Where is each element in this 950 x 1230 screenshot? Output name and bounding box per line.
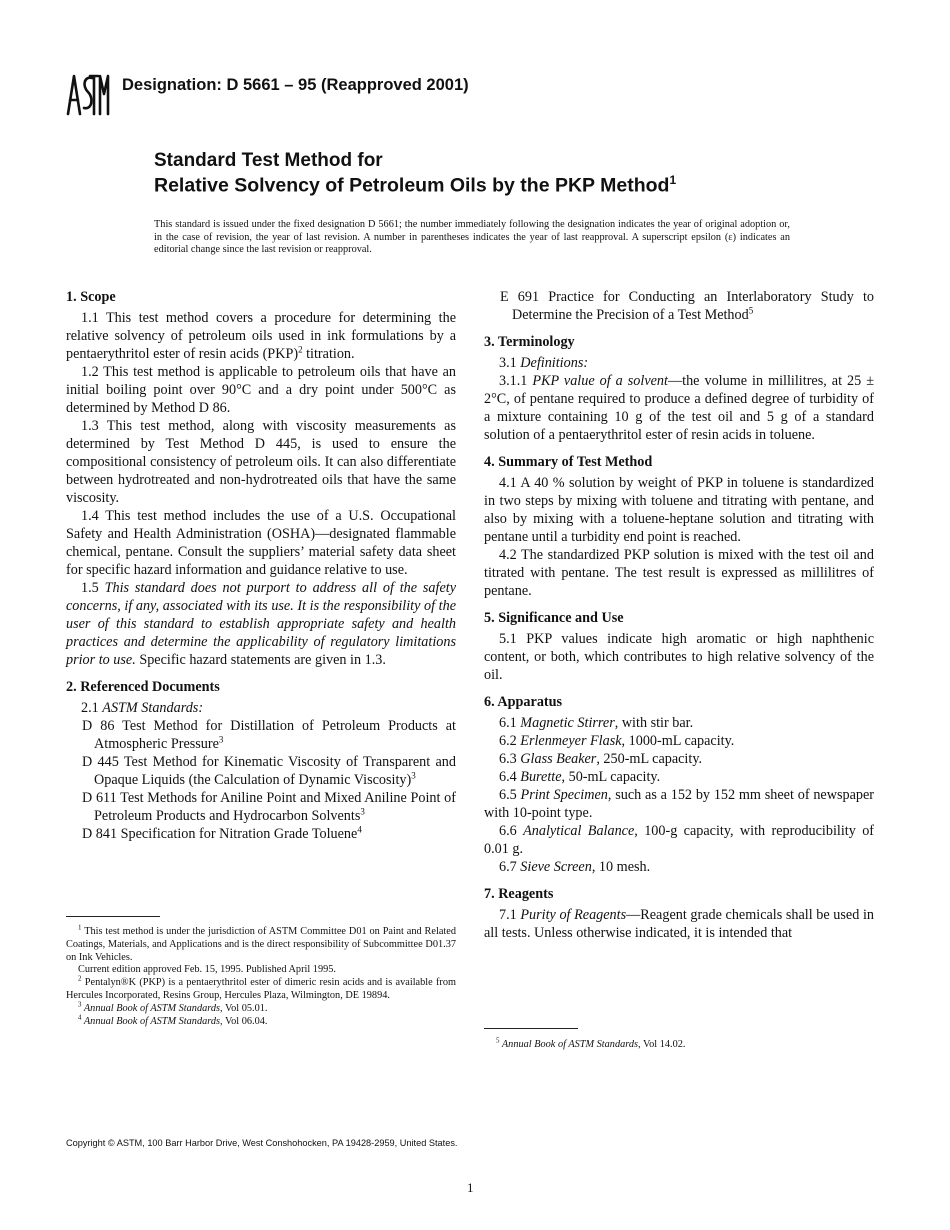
footnote-divider-right	[484, 1028, 578, 1029]
designation: Designation: D 5661 – 95 (Reapproved 2001)	[122, 76, 469, 94]
para-5-1: 5.1 PKP values indicate high aromatic or high naphthenic content, or both, which contributes to high relative solvency of the oil.	[484, 631, 874, 683]
apparatus-item: 6.6 Analytical Balance, 100-g capacity, with reproducibility of 0.01 g.	[484, 823, 875, 857]
apparatus-item: 6.7 Sieve Screen, 10 mesh.	[499, 859, 651, 875]
section-3-heading: 3. Terminology	[484, 334, 575, 350]
ref-d611: D 611 Test Methods for Aniline Point and Mixed Aniline Point of Petroleum Products and Hydrocarbon Solvents$^3$	[82, 790, 456, 824]
footnote-3: $^3$ Annual Book of ASTM Standards, Vol 05.01.	[78, 1000, 268, 1014]
ref-d841: D 841 Specification for Nitration Grade Toluene$^4$	[82, 824, 362, 842]
copyright: Copyright © ASTM, 100 Barr Harbor Drive, West Conshohocken, PA 19428-2959, United States.	[66, 1138, 458, 1148]
apparatus-item: 6.4 Burette, 50-mL capacity.	[499, 769, 661, 785]
para-3-1-1: 3.1.1 PKP value of a solvent—the volume in millilitres, at 25 ± 2°C, of pentane required to produce a defined degree of turbidity of a mixture containing 10 g of the test oil and 5 g of a standard solution of a pentaerythritol ester of resin acids in toluene.	[484, 373, 874, 443]
ref-e691: E 691 Practice for Conducting an Interlaboratory Study to Determine the Precision of a Test Method$^5$	[500, 289, 874, 323]
ref-d445: D 445 Test Method for Kinematic Viscosity of Transparent and Opaque Liquids (the Calculation of Dynamic Viscosity)$^3$	[82, 754, 456, 788]
para-4-1: 4.1 A 40 % solution by weight of PKP in toluene is standardized in two steps by mixing with toluene and titrating with pentane, and also by mixing with a toluene-heptane solution and titrating with pentane until a turbidity end point is reached.	[484, 475, 874, 545]
title-line-1: Standard Test Method for	[154, 150, 383, 171]
left-column	[66, 288, 456, 843]
astm-logo-text: ASTM	[87, 117, 90, 118]
footnote-1: $^1$ This test method is under the jurisdiction of ASTM Committee D01 on Paint and Related Coatings, Materials, and Applications and is the direct responsibility of Subcommittee D01.37 on Ink Vehicles.	[66, 923, 456, 963]
para-1-1: 1.1 This test method covers a procedure for determining the relative solvency of petroleum oils used in ink formulations by a pentaerythritol ester of resin acids (PKP)$^2$ titration.	[66, 310, 456, 362]
para-2-1: 2.1 ASTM Standards:	[81, 700, 204, 716]
section-6-heading: 6. Apparatus	[484, 694, 563, 710]
para-1-3: 1.3 This test method, along with viscosity measurements as determined by Test Method D 445, is used to ensure the compositional consistency of petroleum oils. It can also differentiate between hydrotreated and non-hydrotreated oils that have the same viscosity.	[66, 418, 456, 506]
footnotes-right	[484, 1036, 874, 1052]
para-7-1: 7.1 Purity of Reagents—Reagent grade chemicals shall be used in all tests. Unless otherwise indicated, it is intended that	[484, 907, 874, 941]
ref-d86: D 86 Test Method for Distillation of Petroleum Products at Atmospheric Pressure$^3$	[82, 718, 456, 752]
page-number: 1	[467, 1180, 474, 1195]
section-2-heading: 2. Referenced Documents	[66, 679, 220, 695]
footnote-2: $^2$ Pentalyn®K (PKP) is a pentaerythritol ester of dimeric resin acids and is available from Hercules Incorporated, Resins Group, Hercules Plaza, Wilmington, DE 19894.	[66, 974, 456, 1001]
footnote-1b: Current edition approved Feb. 15, 1995. Published April 1995.	[78, 964, 336, 976]
section-5-heading: 5. Significance and Use	[484, 610, 624, 626]
para-4-2: 4.2 The standardized PKP solution is mixed with the test oil and titrated with pentane. The test result is expressed as millilitres of pentane.	[484, 547, 874, 599]
footnote-4: $^4$ Annual Book of ASTM Standards, Vol 06.04.	[78, 1013, 268, 1027]
footnote-divider-left	[66, 916, 160, 917]
section-4-heading: 4. Summary of Test Method	[484, 454, 653, 470]
title-line-2: Relative Solvency of Petroleum Oils by the PKP Method$^1$	[154, 173, 677, 197]
apparatus-item: 6.1 Magnetic Stirrer, with stir bar.	[499, 715, 694, 731]
footnote-5: $^5$ Annual Book of ASTM Standards, Vol 14.02.	[496, 1036, 686, 1050]
para-1-4: 1.4 This test method includes the use of a U.S. Occupational Safety and Health Administration (OSHA)—designated flammable chemical, pentane. Consult the suppliers’ material safety data sheet for specific hazard information and guidance relative to use.	[66, 508, 456, 578]
para-1-5: 1.5 This standard does not purport to address all of the safety concerns, if any, associated with its use. It is the responsibility of the user of this standard to establish appropriate safety and health practices and determine the applicability of regulatory limitations prior to use. Specific hazard statements are given in 1.3.	[66, 580, 457, 668]
section-7-heading: 7. Reagents	[484, 886, 554, 902]
right-column	[484, 288, 874, 942]
apparatus-item: 6.3 Glass Beaker, 250-mL capacity.	[499, 751, 703, 767]
standard-notice: This standard is issued under the fixed designation D 5661; the number immediately following the designation indicates the year of original adoption or, in the case of revision, the year of last revision. A number in parentheses indicates the year of last reapproval. A superscript epsilon (ε) indicates an editorial change since the last revision or reapproval.	[154, 219, 790, 256]
para-3-1: 3.1 Definitions:	[499, 355, 589, 371]
para-1-2: 1.2 This test method is applicable to petroleum oils that have an initial boiling point over 90°C and a dry point under 500°C as determined by Method D 86.	[66, 364, 456, 416]
title-footnote-ref: 1	[669, 173, 677, 187]
apparatus-item: 6.5 Print Specimen, such as a 152 by 152 mm sheet of newspaper with 10-point type.	[484, 787, 875, 821]
footnotes-left	[66, 923, 456, 1028]
apparatus-item: 6.2 Erlenmeyer Flask, 1000-mL capacity.	[499, 733, 735, 749]
astm-logo	[64, 70, 110, 118]
section-1-heading: 1. Scope	[66, 289, 116, 305]
